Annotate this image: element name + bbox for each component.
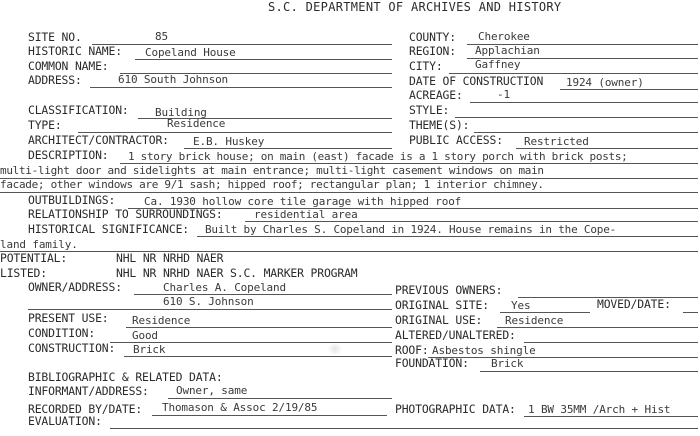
- historical-significance-underline-1: [197, 236, 698, 237]
- address-label: ADDRESS:: [28, 73, 82, 87]
- informant-label: INFORMANT/ADDRESS:: [28, 384, 149, 398]
- original-use-value: Residence: [505, 314, 564, 327]
- theme-label: THEME(S):: [409, 118, 470, 132]
- historical-significance-underline-2: [0, 251, 698, 252]
- city-value: Gaffney: [475, 58, 521, 71]
- owner-name-value: Charles A. Copeland: [163, 281, 286, 294]
- relationship-line: [245, 221, 698, 222]
- type-label: TYPE:: [28, 118, 62, 132]
- previous-owners-label: PREVIOUS OWNERS:: [395, 283, 503, 297]
- county-value: Cherokee: [478, 30, 530, 43]
- original-site-label: ORIGINAL SITE:: [395, 298, 489, 312]
- original-site-line: [500, 312, 590, 313]
- roof-value: Asbestos shingle: [432, 344, 536, 357]
- outbuildings-value: Ca. 1930 hollow core tile garage with hipped roof: [144, 195, 462, 208]
- region-value: Applachian: [475, 44, 540, 57]
- address-line: [90, 87, 392, 88]
- original-use-line: [497, 327, 698, 328]
- date-of-construction-line: [560, 89, 698, 90]
- type-value: Residence: [167, 117, 226, 130]
- description-line-2: multi-light door and sidelights at main entrance; multi-light casement windows on main: [0, 164, 544, 177]
- evaluation-label: EVALUATION:: [28, 414, 102, 428]
- style-label: STYLE:: [409, 103, 450, 117]
- present-use-line: [126, 327, 392, 328]
- foundation-line: [480, 371, 698, 372]
- historical-significance-label: HISTORICAL SIGNIFICANCE:: [28, 222, 189, 236]
- site-no-line: [92, 44, 392, 45]
- present-use-value: Residence: [132, 314, 191, 327]
- region-label: REGION:: [409, 44, 456, 58]
- architect-line: [184, 148, 392, 149]
- historical-significance-line-1: Built by Charles S. Copeland in 1924. House remains in the Cope-: [205, 223, 617, 236]
- public-access-label: PUBLIC ACCESS:: [409, 133, 503, 147]
- evaluation-line: [110, 428, 698, 429]
- site-no-value: 85: [155, 30, 168, 43]
- architect-value: E.B. Huskey: [193, 135, 265, 148]
- informant-value: Owner, same: [176, 384, 248, 397]
- recorded-by-line: [152, 415, 387, 416]
- paper-smudge: [326, 344, 344, 354]
- site-no-label: SITE NO.: [28, 30, 82, 44]
- county-label: COUNTY:: [409, 30, 456, 44]
- informant-line: [168, 398, 392, 399]
- public-access-line: [516, 148, 698, 149]
- historic-name-line: [135, 59, 392, 60]
- address-value: 610 South Johnson: [118, 73, 229, 86]
- classification-value: Building: [155, 106, 207, 119]
- photographic-label: PHOTOGRAPHIC DATA:: [395, 402, 516, 416]
- theme-line: [474, 132, 698, 133]
- description-line-3: facade; other windows are 9/1 sash; hipped roof; rectangular plan; 1 interior chimney.: [0, 178, 544, 191]
- common-name-label: COMMON NAME:: [28, 59, 109, 73]
- relationship-label: RELATIONSHIP TO SURROUNDINGS:: [28, 207, 223, 221]
- historic-name-value: Copeland House: [145, 46, 236, 59]
- original-site-value: Yes: [511, 299, 531, 312]
- description-line-1: 1 story brick house; on main (east) facade is a 1 story porch with brick posts;: [128, 150, 628, 163]
- construction-value: Brick: [133, 343, 166, 356]
- classification-label: CLASSIFICATION:: [28, 103, 129, 117]
- moved-date-line: [683, 312, 698, 313]
- moved-date-label: MOVED/DATE:: [597, 297, 671, 311]
- historic-name-label: HISTORIC NAME:: [28, 44, 122, 58]
- potential-label: POTENTIAL:: [0, 251, 68, 265]
- description-label: DESCRIPTION:: [28, 148, 109, 162]
- present-use-label: PRESENT USE:: [28, 311, 109, 325]
- condition-value: Good: [132, 329, 158, 342]
- photographic-line: [524, 416, 698, 417]
- altered-label: ALTERED/UNALTERED:: [395, 328, 516, 342]
- recorded-by-label: RECORDED BY/DATE:: [28, 402, 143, 416]
- architect-label: ARCHITECT/CONTRACTOR:: [28, 133, 169, 147]
- foundation-label: FOUNDATION:: [395, 356, 469, 370]
- original-use-label: ORIGINAL USE:: [395, 313, 483, 327]
- acreage-line: [470, 102, 698, 103]
- construction-line: [124, 356, 392, 357]
- foundation-value: Brick: [491, 357, 524, 370]
- owner-address-label: OWNER/ADDRESS:: [28, 280, 122, 294]
- condition-label: CONDITION:: [28, 326, 96, 340]
- relationship-value: residential area: [254, 208, 358, 221]
- form-header: S.C. DEPARTMENT OF ARCHIVES AND HISTORY: [268, 0, 562, 14]
- acreage-value: -1: [497, 88, 510, 101]
- listed-codes: NHL NR NRHD NAER S.C. MARKER PROGRAM: [116, 266, 358, 280]
- listed-label: LISTED:: [0, 266, 47, 280]
- bibliographic-label: BIBLIOGRAPHIC & RELATED DATA:: [28, 370, 223, 384]
- potential-codes: NHL NR NRHD NAER: [116, 251, 224, 265]
- construction-label: CONSTRUCTION:: [28, 341, 116, 355]
- outbuildings-label: OUTBUILDINGS:: [28, 193, 116, 207]
- acreage-label: ACREAGE:: [409, 88, 463, 102]
- date-of-construction-label: DATE OF CONSTRUCTION: [409, 74, 544, 88]
- photographic-value: 1 BW 35MM /Arch + Hist: [528, 403, 671, 416]
- date-of-construction-value: 1924 (owner): [566, 76, 644, 89]
- public-access-value: Restricted: [524, 135, 589, 148]
- city-label: CITY:: [409, 59, 443, 73]
- style-line: [455, 117, 698, 118]
- recorded-by-value: Thomason & Assoc 2/19/85: [162, 401, 318, 414]
- owner-address-value: 610 S. Johnson: [163, 295, 254, 308]
- altered-line: [524, 342, 698, 343]
- historical-significance-line-2: land family.: [0, 238, 78, 251]
- roof-label: ROOF:: [395, 343, 429, 357]
- owner-address-line: [28, 309, 392, 310]
